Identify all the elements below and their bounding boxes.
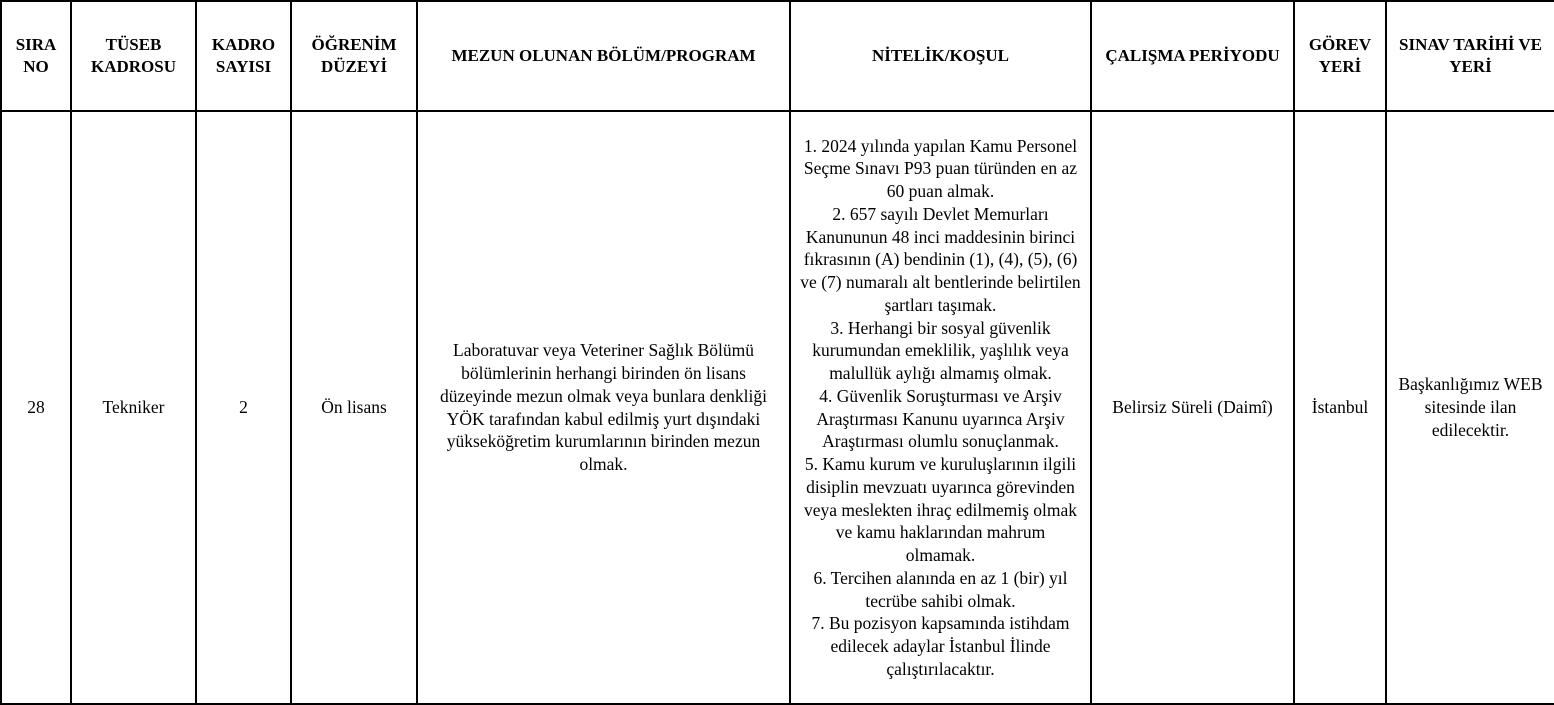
- header-sinav-tarihi-ve-yeri: SINAV TARİHİ VE YERİ: [1386, 1, 1554, 111]
- qualification-item-6: 6. Tercihen alanında en az 1 (bir) yıl tecrübe sahibi olmak.: [813, 567, 1068, 611]
- qualification-item-4: 4. Güvenlik Soruşturması ve Arşiv Araştırması Kanunu uyarınca Arşiv Araştırması olumlu sonuçlanmak.: [816, 385, 1065, 452]
- cell-tuseb-kadrosu: Tekniker: [71, 111, 196, 704]
- cell-sinav-tarihi-ve-yeri: Başkanlığımız WEB sitesinde ilan edilecektir.: [1386, 111, 1554, 704]
- header-gorev-yeri: GÖREV YERİ: [1294, 1, 1386, 111]
- qualification-item-3: 3. Herhangi bir sosyal güvenlik kurumundan emeklilik, yaşlılık veya malullük aylığı almamış olmak.: [812, 317, 1069, 383]
- cell-nitelik-kosul: [790, 111, 1091, 704]
- qualification-item-7: 7. Bu pozisyon kapsamında istihdam edilecek adaylar İstanbul İlinde çalıştırılacaktır.: [811, 613, 1070, 679]
- cell-ogrenim-duzeyi: Ön lisans: [291, 111, 417, 704]
- header-tuseb-kadrosu: TÜSEB KADROSU: [71, 1, 196, 111]
- header-ogrenim-duzeyi: ÖĞRENİM DÜZEYİ: [291, 1, 417, 111]
- header-sira-no: SIRA NO: [1, 1, 71, 111]
- qualification-item-2: 2. 657 sayılı Devlet Memurları Kanununun 48 inci maddesinin birinci fıkrasının (A) bendinin (1), (4), (5), (6) ve (7) numaralı alt bentlerinde belirtilen şartları taşımak.: [800, 203, 1081, 315]
- cell-mezun-olunan-bolum: Laboratuvar veya Veteriner Sağlık Bölümü bölümlerinin herhangi birinden ön lisans düzeyinde mezun olmak veya bunlara denkliği YÖK tarafından kabul edilmiş yurt dışındaki yükseköğretim kurumlarının birinden mezun olmak.: [417, 111, 790, 704]
- header-mezun-olunan-bolum: MEZUN OLUNAN BÖLÜM/PROGRAM: [417, 1, 790, 111]
- qualification-item-1: 1. 2024 yılında yapılan Kamu Personel Seçme Sınavı P93 puan türünden en az 60 puan almak.: [803, 135, 1078, 201]
- cell-calisma-periyodu: Belirsiz Süreli (Daimî): [1091, 111, 1294, 704]
- header-calisma-periyodu: ÇALIŞMA PERİYODU: [1091, 1, 1294, 111]
- header-nitelik-kosul: NİTELİK/KOŞUL: [790, 1, 1091, 111]
- cell-sira-no: 28: [1, 111, 71, 704]
- table-row: [1, 111, 1554, 704]
- cell-gorev-yeri: İstanbul: [1294, 111, 1386, 704]
- qualification-item-5: 5. Kamu kurum ve kuruluşlarının ilgili disiplin mevzuatı uyarınca görevinden veya meslekten ihraç edilmemiş olmak ve kamu haklarından mahrum olmamak.: [803, 454, 1078, 565]
- header-row: [1, 1, 1554, 111]
- header-kadro-sayisi: KADRO SAYISI: [196, 1, 291, 111]
- cell-kadro-sayisi: 2: [196, 111, 291, 704]
